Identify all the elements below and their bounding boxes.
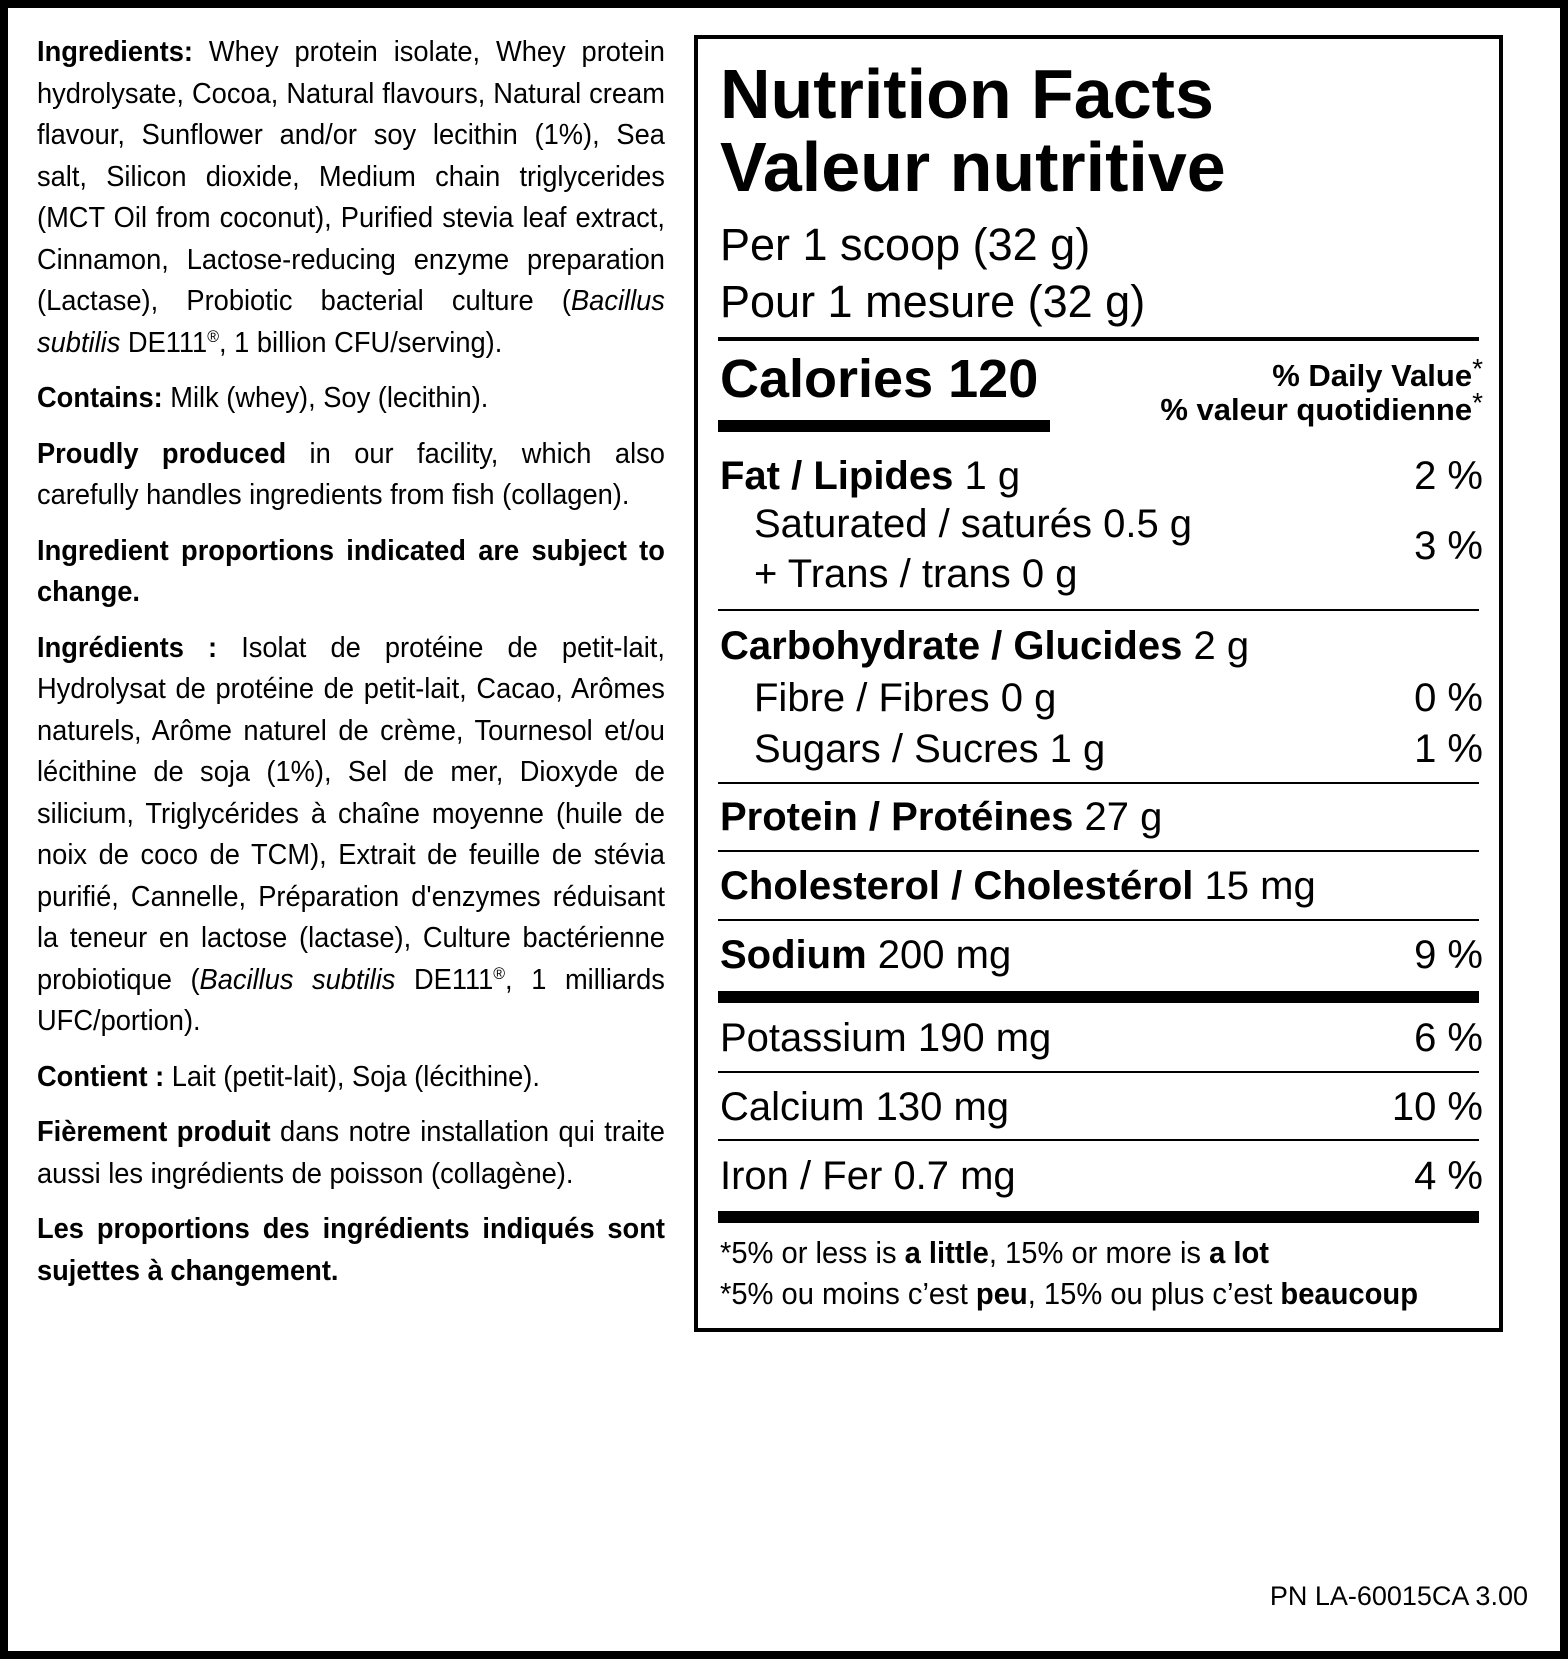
- calcium-pct: 10 %: [1391, 1085, 1483, 1129]
- sat-trans-pct: 3 %: [1414, 524, 1483, 568]
- divider-potassium: [718, 1071, 1479, 1073]
- daily-value-header: % Daily Value* % valeur quotidienne*: [1160, 353, 1483, 427]
- ingredients-en: Ingredients: Whey protein isolate, Whey protein hydrolysate, Cocoa, Natural flavours, Natural cream flavour, Sunflower and/or soy lecithin (1%), Sea salt, Silicon dioxide, Medium chain triglycerides (MCT Oil from coconut), Purified stevia leaf extract, Cinnamon, Lactose-reducing enzyme preparation (Lactase), Probiotic bacterial culture (Bacillus subtilis DE111®, 1 billion CFU/serving).: [37, 36, 665, 359]
- divider-iron: [718, 1211, 1479, 1223]
- serving-fr: Pour 1 mesure (32 g): [720, 276, 1146, 327]
- sodium-pct: 9 %: [1414, 933, 1483, 977]
- proportions-en: Ingredient proportions indicated are subject to change.: [37, 534, 665, 608]
- calories-bar: [718, 420, 1050, 432]
- title-fr: Valeur nutritive: [720, 128, 1226, 206]
- sodium-row: Sodium 200 mg: [720, 933, 1012, 977]
- divider-carb: [718, 782, 1479, 784]
- divider-calcium: [718, 1139, 1479, 1141]
- fibre-pct: 0 %: [1414, 676, 1483, 720]
- title-en: Nutrition Facts: [720, 55, 1214, 133]
- iron-row: Iron / Fer 0.7 mg: [720, 1154, 1016, 1198]
- potassium-row: Potassium 190 mg: [720, 1016, 1052, 1060]
- serving-en: Per 1 scoop (32 g): [720, 219, 1091, 270]
- saturated-row: Saturated / saturés 0.5 g: [754, 502, 1193, 546]
- ingredients-fr: Ingrédients : Isolat de protéine de petit-lait, Hydrolysat de protéine de petit-lait, Cacao, Arômes naturels, Arôme naturel de crème, Tournesol et/ou lécithine de soja (1%), Sel de mer, Dioxyde de silicium, Triglycérides à chaîne moyenne (huile de noix de coco de TCM), Extrait de feuille de stévia purifié, Cannelle, Préparation d'enzymes réduisant la teneur en lactose (lactase), Culture bactérienne probiotique (Bacillus subtilis DE111®, 1 milliards UFC/portion).: [37, 631, 665, 1037]
- divider-sodium: [718, 991, 1479, 1003]
- fat-row: Fat / Lipides 1 g: [720, 454, 1021, 498]
- part-number: PN LA-60015CA 3.00: [1269, 1581, 1528, 1611]
- divider-fat: [718, 609, 1479, 611]
- footnote-en: *5% or less is a little, 15% or more is a lot: [720, 1235, 1270, 1270]
- ingredients-column: [37, 32, 665, 1306]
- sugars-row: Sugars / Sucres 1 g: [754, 727, 1106, 771]
- proud-fr: Fièrement produit dans notre installation qui traite aussi les ingrédients de poisson (collagène).: [37, 1116, 665, 1190]
- divider-serving: [718, 337, 1479, 341]
- divider-cholesterol: [718, 919, 1479, 921]
- cholesterol-row: Cholesterol / Cholestérol 15 mg: [720, 864, 1316, 908]
- proportions-fr: Les proportions des ingrédients indiqués sont sujettes à changement.: [37, 1213, 665, 1287]
- contains-fr: Contient : Lait (petit-lait), Soja (lécithine).: [37, 1060, 540, 1093]
- contains-en: Contains: Milk (whey), Soy (lecithin).: [37, 382, 489, 414]
- proud-en: Proudly produced in our facility, which also carefully handles ingredients from fish (collagen).: [37, 437, 665, 511]
- footnote-fr: *5% ou moins c’est peu, 15% ou plus c’est beaucoup: [720, 1276, 1419, 1311]
- iron-pct: 4 %: [1414, 1154, 1483, 1198]
- protein-row: Protein / Protéines 27 g: [720, 795, 1163, 839]
- sugars-pct: 1 %: [1414, 727, 1483, 771]
- nutrition-facts-panel: [694, 35, 1503, 1332]
- potassium-pct: 6 %: [1414, 1016, 1483, 1060]
- fat-pct: 2 %: [1414, 454, 1483, 498]
- carbohydrate-row: Carbohydrate / Glucides 2 g: [720, 624, 1250, 668]
- fibre-row: Fibre / Fibres 0 g: [754, 676, 1057, 720]
- calcium-row: Calcium 130 mg: [720, 1085, 1010, 1129]
- trans-row: + Trans / trans 0 g: [754, 552, 1078, 596]
- calories: Calories 120: [720, 349, 1039, 409]
- divider-protein: [718, 850, 1479, 852]
